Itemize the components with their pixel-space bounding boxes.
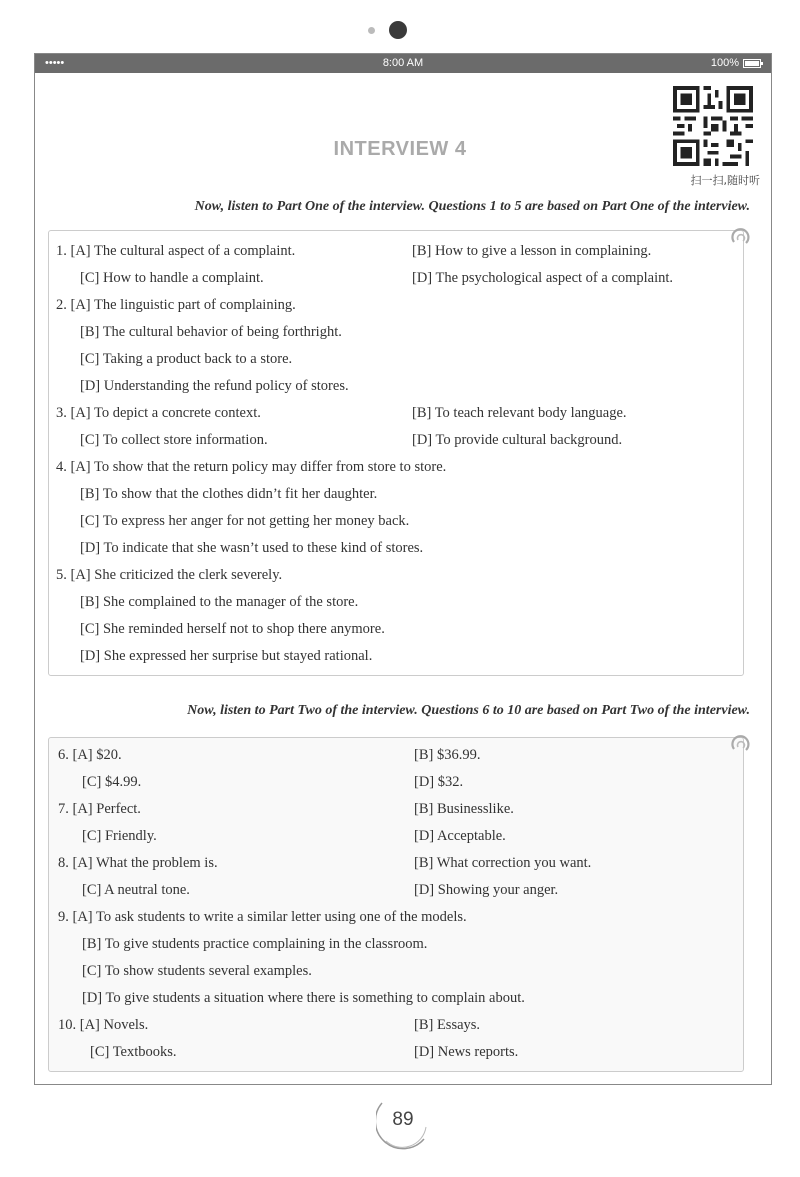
page-number-badge: [376, 1097, 430, 1153]
question-option-line: [C] To collect store information.: [80, 432, 268, 448]
question-option-line: [C] Taking a product back to a store.: [80, 351, 293, 367]
question-option-line: [B] To give students practice complaining in the classroom.: [82, 936, 428, 952]
battery-label: 100%: [710, 57, 739, 69]
part-two-questions: [48, 737, 744, 1072]
question-option-line: [D] To indicate that she wasn’t used to these kind of stores.: [80, 540, 424, 556]
question-option-line: [C] She reminded herself not to shop there anymore.: [80, 621, 385, 637]
audio-replay-icon[interactable]: [729, 734, 751, 756]
camera-lens-icon: [389, 21, 407, 39]
part-two-instruction: Now, listen to Part Two of the interview. Questions 6 to 10 are based on Part Two of the interview.: [187, 703, 750, 718]
question-option-line: [C] To show students several examples.: [82, 963, 312, 979]
question-option-line: [D] Acceptable.: [414, 828, 506, 844]
question-option-line: [C] Friendly.: [82, 828, 157, 844]
question-option-line: [B] She complained to the manager of the store.: [80, 594, 359, 610]
question-option-line: 7. [A] Perfect.: [58, 801, 141, 817]
question-option-line: [C] Textbooks.: [90, 1044, 177, 1060]
question-option-line: 1. [A] The cultural aspect of a complaint.: [56, 243, 296, 259]
question-option-line: [C] How to handle a complaint.: [80, 270, 264, 286]
question-option-line: [D] Showing your anger.: [414, 882, 559, 898]
battery-indicator: [711, 57, 761, 69]
question-option-line: [B] $36.99.: [414, 747, 481, 763]
signal-indicator: •••••: [45, 57, 65, 69]
question-option-line: 10. [A] Novels.: [58, 1017, 149, 1033]
question-option-line: [C] A neutral tone.: [82, 882, 190, 898]
question-option-line: 6. [A] $20.: [58, 747, 122, 763]
question-option-line: 5. [A] She criticized the clerk severely.: [56, 567, 283, 583]
question-option-line: [B] To teach relevant body language.: [412, 405, 627, 421]
qr-caption: 扫一扫,随时听: [690, 174, 760, 187]
question-option-line: [C] $4.99.: [82, 774, 142, 790]
audio-replay-icon[interactable]: [729, 227, 751, 249]
status-time: 8:00 AM: [382, 57, 424, 69]
status-bar: [35, 54, 771, 73]
part-one-instruction: Now, listen to Part One of the interview. Questions 1 to 5 are based on Part One of the interview.: [194, 199, 750, 214]
page-number: 89: [392, 1109, 414, 1130]
qr-code-icon[interactable]: [672, 86, 754, 166]
question-option-line: [D] Understanding the refund policy of stores.: [80, 378, 349, 394]
question-option-line: [B] To show that the clothes didn’t fit her daughter.: [80, 486, 378, 502]
question-option-line: [B] What correction you want.: [414, 855, 592, 871]
page-title: INTERVIEW 4: [333, 138, 467, 160]
question-option-line: [D] She expressed her surprise but stayed rational.: [80, 648, 373, 664]
question-option-line: [B] How to give a lesson in complaining.: [412, 243, 652, 259]
question-option-line: [D] News reports.: [414, 1044, 519, 1060]
question-option-line: [D] To give students a situation where there is something to complain about.: [82, 990, 525, 1006]
question-option-line: [D] To provide cultural background.: [412, 432, 623, 448]
question-option-line: 9. [A] To ask students to write a similar letter using one of the models.: [58, 909, 467, 925]
question-option-line: 2. [A] The linguistic part of complaining.: [56, 297, 296, 313]
question-option-line: 4. [A] To show that the return policy may differ from store to store.: [56, 459, 447, 475]
battery-icon: [743, 59, 761, 68]
question-option-line: [B] Businesslike.: [414, 801, 514, 817]
question-option-line: 3. [A] To depict a concrete context.: [56, 405, 261, 421]
question-option-line: [B] Essays.: [414, 1017, 481, 1033]
camera-sensor-icon: [368, 27, 375, 34]
question-option-line: [D] The psychological aspect of a complaint.: [412, 270, 674, 286]
question-option-line: [D] $32.: [414, 774, 464, 790]
question-option-line: [C] To express her anger for not getting her money back.: [80, 513, 410, 529]
front-camera: [368, 20, 418, 42]
question-option-line: 8. [A] What the problem is.: [58, 855, 218, 871]
question-option-line: [B] The cultural behavior of being forthright.: [80, 324, 342, 340]
